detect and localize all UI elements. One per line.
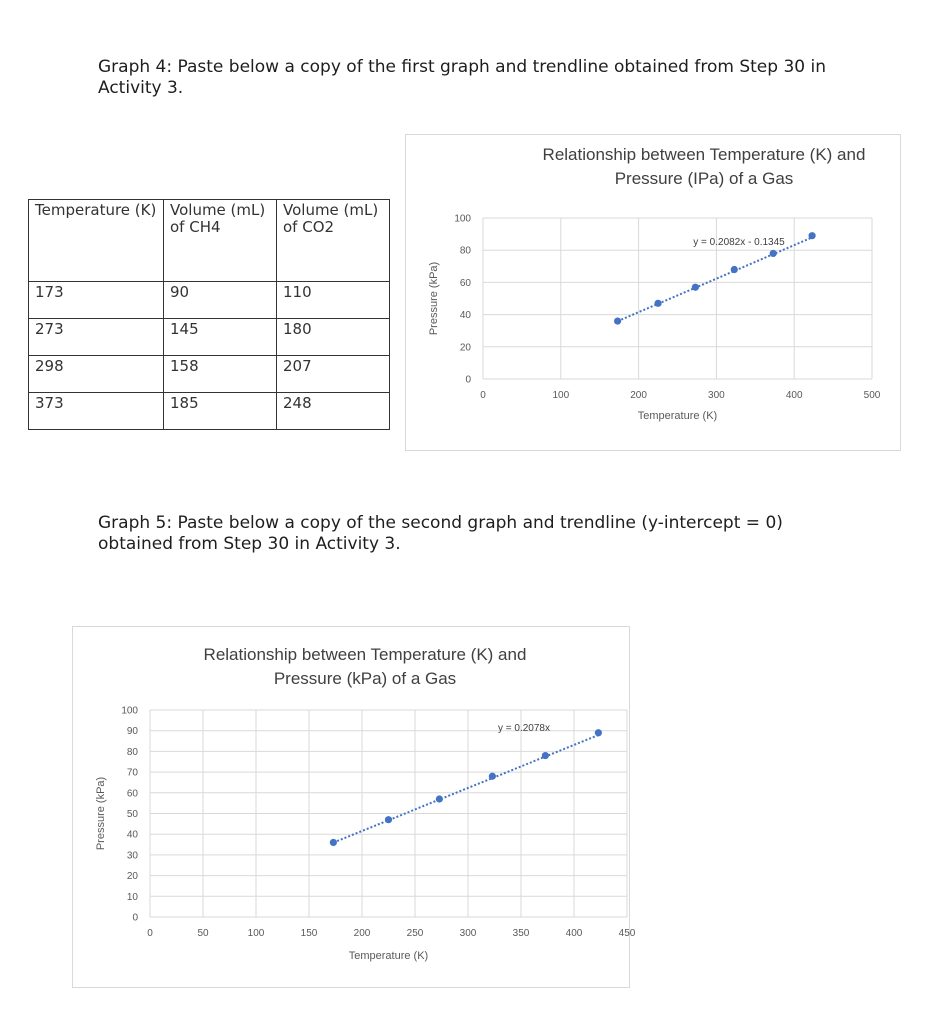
x-tick-label: 150 (300, 928, 318, 939)
y-tick-label: 60 (126, 788, 138, 800)
graph5-instruction: Graph 5: Paste below a copy of the second graph and trendline (y-intercept = 0) obtained from Step 30 in Activity 3. (98, 513, 783, 554)
data-point (692, 284, 699, 291)
table-cell: 273 (29, 319, 164, 356)
table-row (29, 356, 390, 393)
x-tick-label: 400 (785, 390, 803, 401)
data-point (595, 729, 602, 736)
x-tick-label: 450 (618, 928, 636, 939)
x-tick-label: 0 (480, 390, 486, 401)
chart-title: Pressure (IPa) of a Gas (614, 169, 794, 188)
graph4-instruction: Graph 4: Paste below a copy of the first graph and trendline obtained from Step 30 in Activity 3. (98, 57, 826, 98)
table-cell: 185 (164, 393, 277, 430)
x-tick-label: 50 (197, 928, 209, 939)
table-cell: 207 (277, 356, 390, 393)
table-row (29, 319, 390, 356)
data-point (330, 839, 337, 846)
y-tick-label: 100 (121, 705, 138, 717)
x-tick-label: 400 (565, 928, 583, 939)
table-cell: 298 (29, 356, 164, 393)
data-point (489, 773, 496, 780)
table-cell: 110 (277, 282, 390, 319)
header-temperature: Temperature (K) (29, 200, 164, 282)
y-tick-label: 20 (459, 342, 471, 354)
chart-graph4-svg (406, 135, 900, 450)
table-cell: 180 (277, 319, 390, 356)
x-tick-label: 350 (512, 928, 530, 939)
header-volume-ch4: Volume (mL) of CH4 (164, 200, 277, 282)
table-row (29, 282, 390, 319)
y-tick-label: 40 (459, 310, 471, 322)
data-point (654, 300, 661, 307)
x-tick-label: 250 (406, 928, 424, 939)
table-cell: 173 (29, 282, 164, 319)
table-row (29, 393, 390, 430)
y-tick-label: 100 (454, 213, 471, 225)
volume-data-table (28, 199, 390, 430)
chart-graph5 (72, 626, 636, 988)
x-tick-label: 100 (247, 928, 265, 939)
data-point (542, 752, 549, 759)
y-tick-label: 0 (132, 912, 138, 924)
table-cell: 248 (277, 393, 390, 430)
y-tick-label: 0 (465, 374, 471, 386)
chart-title: Relationship between Temperature (K) and (542, 145, 866, 164)
data-point (808, 232, 815, 239)
x-tick-label: 300 (459, 928, 477, 939)
table-cell: 158 (164, 356, 277, 393)
y-tick-label: 20 (126, 871, 138, 883)
y-axis-label: Pressure (kPa) (95, 776, 107, 851)
chart-graph5-svg (73, 627, 636, 987)
x-axis-label: Temperature (K) (637, 410, 718, 422)
trendline-equation: y = 0.2082x - 0.1345 (693, 237, 785, 248)
x-tick-label: 0 (147, 928, 153, 939)
y-tick-label: 40 (126, 829, 138, 841)
trendline-equation: y = 0.2078x (498, 723, 550, 734)
y-tick-label: 30 (126, 850, 138, 862)
table-cell: 373 (29, 393, 164, 430)
chart-title: Relationship between Temperature (K) and (203, 645, 527, 664)
chart-title: Pressure (kPa) of a Gas (273, 669, 457, 688)
data-point (614, 317, 621, 324)
y-tick-label: 80 (459, 245, 471, 257)
x-axis-label: Temperature (K) (348, 950, 429, 962)
data-point (731, 266, 738, 273)
y-tick-label: 50 (126, 809, 138, 820)
chart-graph4 (405, 134, 901, 451)
y-axis-label: Pressure (kPa) (428, 261, 440, 336)
table-header-row (29, 200, 390, 282)
y-tick-label: 80 (126, 746, 138, 758)
x-tick-label: 100 (552, 390, 570, 401)
data-point (770, 250, 777, 257)
header-volume-co2: Volume (mL) of CO2 (277, 200, 390, 282)
table-cell: 90 (164, 282, 277, 319)
y-tick-label: 90 (126, 726, 138, 738)
x-tick-label: 200 (353, 928, 371, 939)
y-tick-label: 70 (126, 767, 138, 779)
data-point (385, 816, 392, 823)
y-tick-label: 60 (459, 277, 471, 289)
table-cell: 145 (164, 319, 277, 356)
x-tick-label: 500 (863, 390, 881, 401)
x-tick-label: 200 (630, 390, 647, 401)
y-tick-label: 10 (126, 891, 138, 903)
x-tick-label: 300 (708, 390, 725, 401)
data-point (436, 795, 443, 802)
